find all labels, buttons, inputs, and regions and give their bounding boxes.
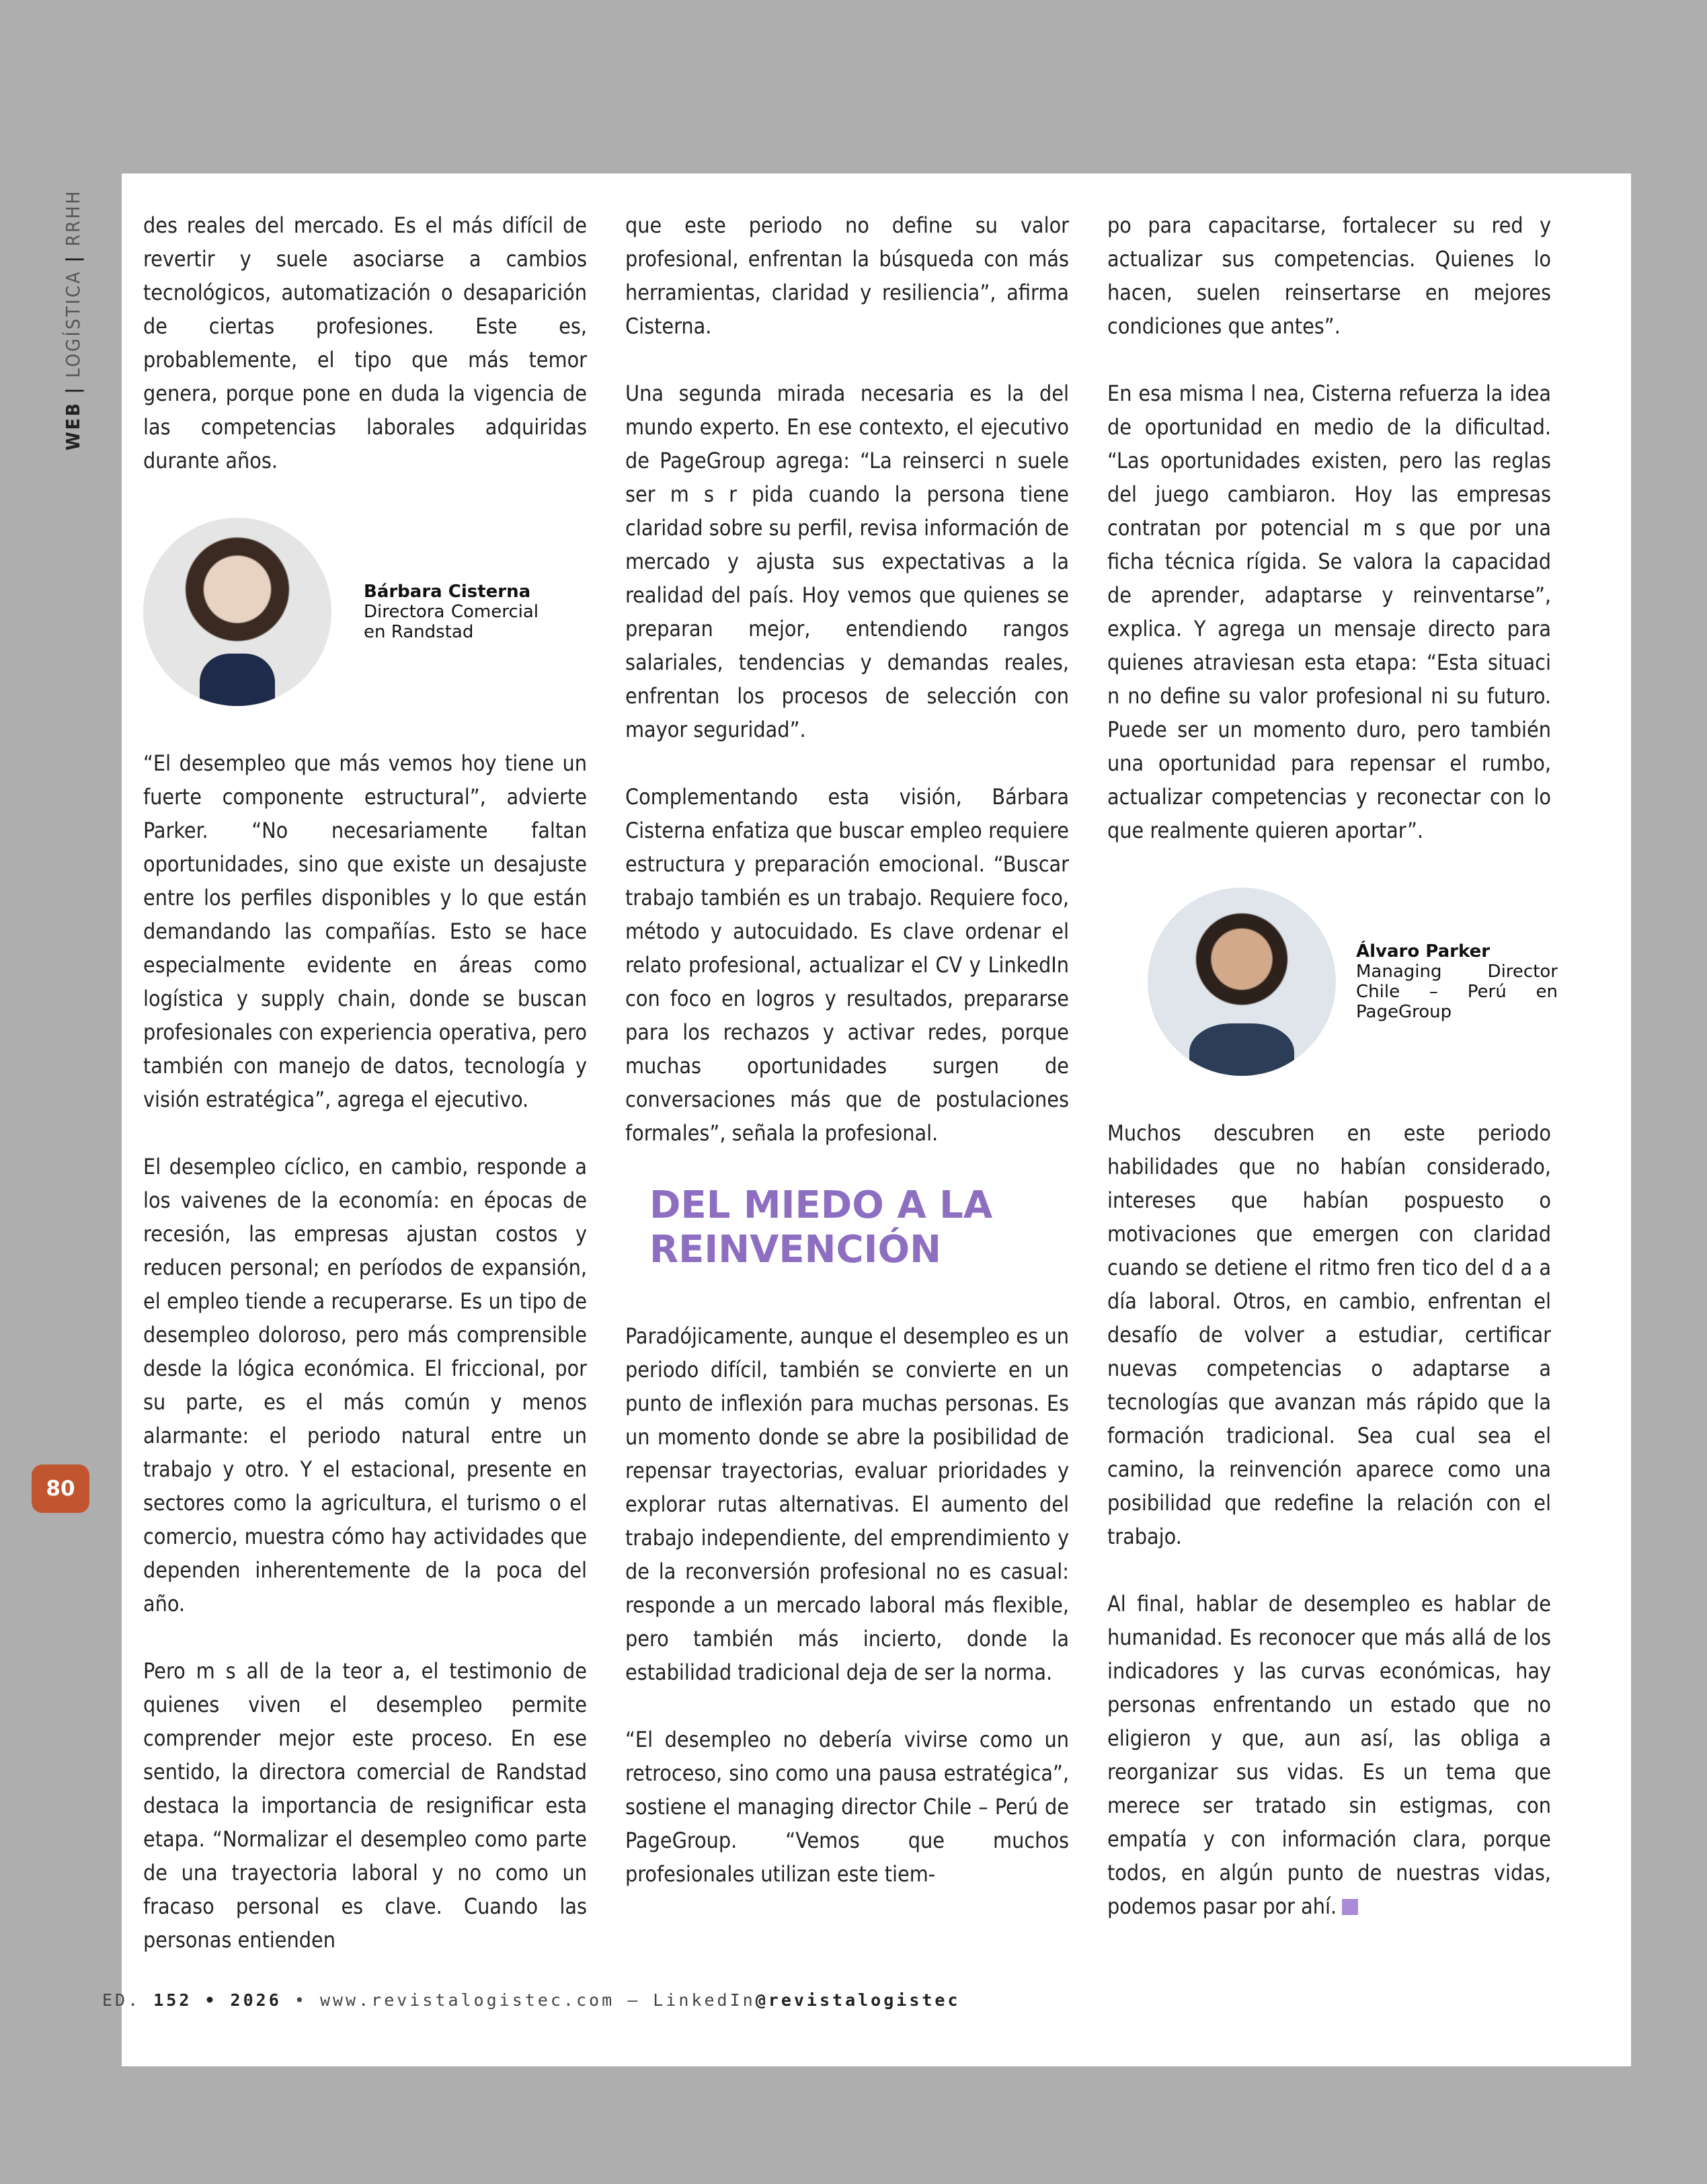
profile-role: Directora Comercial en Randstad — [364, 602, 539, 642]
website-link[interactable]: www.revistalogistec.com — [319, 1990, 615, 2010]
paragraph: po para capacitarse, fortalecer su red y actualizar sus competencias. Quienes lo hacen, suelen reinsertarse en mejores condiciones que antes”. — [1107, 212, 1551, 339]
footer — [102, 1990, 961, 2017]
profile-barbara-cisterna — [143, 511, 587, 713]
section-separator: | — [62, 246, 84, 263]
paragraph: “El desempleo no debería vivirse como un retroceso, sino como una pausa estratégica”, sostiene el managing director Chile – Perú de PageGroup. “Vemos que muchos profesionales utilizan este tiem- — [625, 1727, 1069, 1887]
section-separator: | — [62, 377, 84, 394]
bullet-separator: • — [204, 1990, 231, 2010]
paragraph: Una segunda mirada necesaria es la del mundo experto. En ese contexto, el ejecutivo de PageGroup agrega: “La reinserci n suele ser m s r pida cuando la persona tiene claridad sobre su perfil, revisa información de mercado y ajusta sus expectativas a la realidad del país. Hoy vemos que quienes se preparan mejor, entendiendo rangos salariales, tendencias y demandas reales, enfrentan los procesos de selección con mayor seguridad”. — [625, 381, 1069, 742]
end-mark-icon — [1342, 1899, 1358, 1915]
paragraph-final — [1107, 1587, 1551, 1923]
linkedin-handle[interactable]: @revistalogistec — [755, 1990, 961, 2010]
avatar — [1148, 888, 1336, 1076]
section-heading — [649, 1183, 1069, 1272]
paragraph: que este periodo no define su valor profesional, enfrentan la búsqueda con más herramientas, claridad y resiliencia”, afirma Cisterna. — [625, 212, 1069, 339]
section-label — [62, 189, 89, 451]
paragraph: des reales del mercado. Es el más difícil de revertir y suele asociarse a cambios tecnológicos, automatización o desaparición de ciertas profesiones. Este es, probablemente, el tipo que más temor genera, porque pone en duda la vigencia de las competencias laborales adquiridas durante años. — [143, 212, 587, 473]
paragraph: El desempleo cíclico, en cambio, responde a los vaivenes de la economía: en épocas de recesión, las empresas ajustan costos y reducen personal; en períodos de expansión, el empleo tiende a recuperarse. Es un tipo de desempleo doloroso, pero más comprensible desde la lógica económica. El friccional, por su parte, es el más común y menos alarmante: el periodo natural entre un trabajo y otro. Y el estacional, presente en sectores como la agricultura, el turismo o el comercio, muestra cómo hay actividades que dependen inherentemente de la poca del año. — [143, 1154, 587, 1616]
column-3 — [1107, 208, 1558, 1957]
paragraph: Complementando esta visión, Bárbara Cisterna enfatiza que buscar empleo requiere estructura y preparación emocional. “Buscar trabajo también es un trabajo. Requiere foco, método y autocuidado. Es clave ordenar el relato profesional, actualizar el CV y LinkedIn con foco en logros y resultados, prepararse para los rechazos y activar redes, porque muchas oportunidades surgen de conversaciones más que de postulaciones formales”, señala la profesional. — [625, 784, 1069, 1146]
paragraph — [1107, 1116, 1551, 1553]
heading-line: DEL MIEDO A LA — [649, 1183, 993, 1227]
edition-year: 2026 — [230, 1990, 282, 2010]
dash-separator: – — [627, 1990, 653, 2010]
paragraph: Paradójicamente, aunque el desempleo es un periodo difícil, también se convierte en un punto de inflexión para muchas personas. Es un momento donde se abre la posibilidad de repensar trayectorias, evaluar prioridades y explorar rutas alternativas. El aumento del trabajo independiente, del emprendimiento y de la reconversión profesional no es casual: responde a un mercado laboral más flexible, pero también más incierto, donde la estabilidad tradicional deja de ser la norma. — [625, 1323, 1069, 1685]
profile-alvaro-parker — [1148, 881, 1558, 1083]
paragraph: En esa misma l nea, Cisterna refuerza la idea de oportunidad en medio de la dificultad. “Las oportunidades existen, pero las reglas del juego cambiaron. Hoy las empresas contratan por potencial m s que por una ficha técnica rígida. Se valora la capacidad de aprender, adaptarse y reinventarse”, explica. Y agrega un mensaje directo para quienes atraviesan esta etapa: “Esta situaci n no define su valor profesional ni su futuro. Puede ser un momento duro, pero también una oportunidad para repensar el rumbo, actualizar competencias y reconectar con lo que realmente quieren aportar”. — [1107, 381, 1551, 843]
heading-line: REINVENCIÓN — [649, 1228, 941, 1272]
section-label-rrhh: RRHH — [62, 189, 84, 247]
paragraph: “El desempleo que más vemos hoy tiene un fuerte componente estructural”, advierte Parker. “No necesariamente faltan oportunidades, sino que existe un desajuste entre los perfiles disponibles y lo que están demandando las compañías. Esto se hace especialmente evidente en áreas como logística y supply chain, donde se buscan profesionales con experiencia operativa, pero también con manejo de datos, tecnología y visión estratégica”, agrega el ejecutivo. — [143, 750, 587, 1112]
page-number-badge: 80 — [32, 1465, 89, 1513]
profile-name: Bárbara Cisterna — [364, 582, 531, 602]
column-1 — [143, 208, 587, 1990]
profile-caption — [1356, 941, 1558, 1022]
paragraph-text: Muchos descubren en este periodo habilidades que no habían considerado, intereses que habían pospuesto o motivaciones que emergen con claridad cuando se detiene el ritmo fren tico del d a a día laboral. Otros, en cambio, enfrentan el desafío de volver a estudiar, certificar nuevas competencias o adaptarse a tecnologías que avanzan más rápido que la formación tradicional. Sea cual sea el camino, la reinvención aparece como una posibilidad que redefine la relación con el trabajo. — [1107, 1120, 1551, 1549]
profile-caption — [364, 582, 539, 642]
paragraph: Pero m s all de la teor a, el testimonio de quienes viven el desempleo permite comprender mejor este proceso. En ese sentido, la directora comercial de Randstad destaca la importancia de resignificar esta etapa. “Normalizar el desempleo como parte de una trayectoria laboral y no como un fracaso personal es clave. Cuando las personas entienden — [143, 1658, 587, 1953]
column-2 — [625, 208, 1069, 1924]
paragraph-text: Al final, hablar de desempleo es hablar de humanidad. Es reconocer que más allá de los indicadores y las curvas económicas, hay personas enfrentando un estado que no eligieron y que, aun así, las obliga a reorganizar sus vidas. Es un tema que merece ser tratado sin estigmas, con empatía y con información clara, porque todos, en algún punto de nuestras vidas, podemos pasar por ahí. — [1107, 1591, 1551, 1919]
avatar — [143, 518, 331, 706]
profile-name: Álvaro Parker — [1356, 941, 1491, 962]
edition-prefix: ED. — [102, 1990, 141, 2010]
section-label-web: WEB — [62, 401, 84, 451]
bullet-separator: • — [294, 1990, 320, 2010]
edition-number: 152 — [153, 1990, 192, 2010]
section-label-logistica: LOGÍSTICA — [62, 270, 84, 378]
profile-role: Managing Director Chile – Perú en PageGroup — [1356, 962, 1558, 1022]
linkedin-label: LinkedIn — [653, 1990, 756, 2010]
